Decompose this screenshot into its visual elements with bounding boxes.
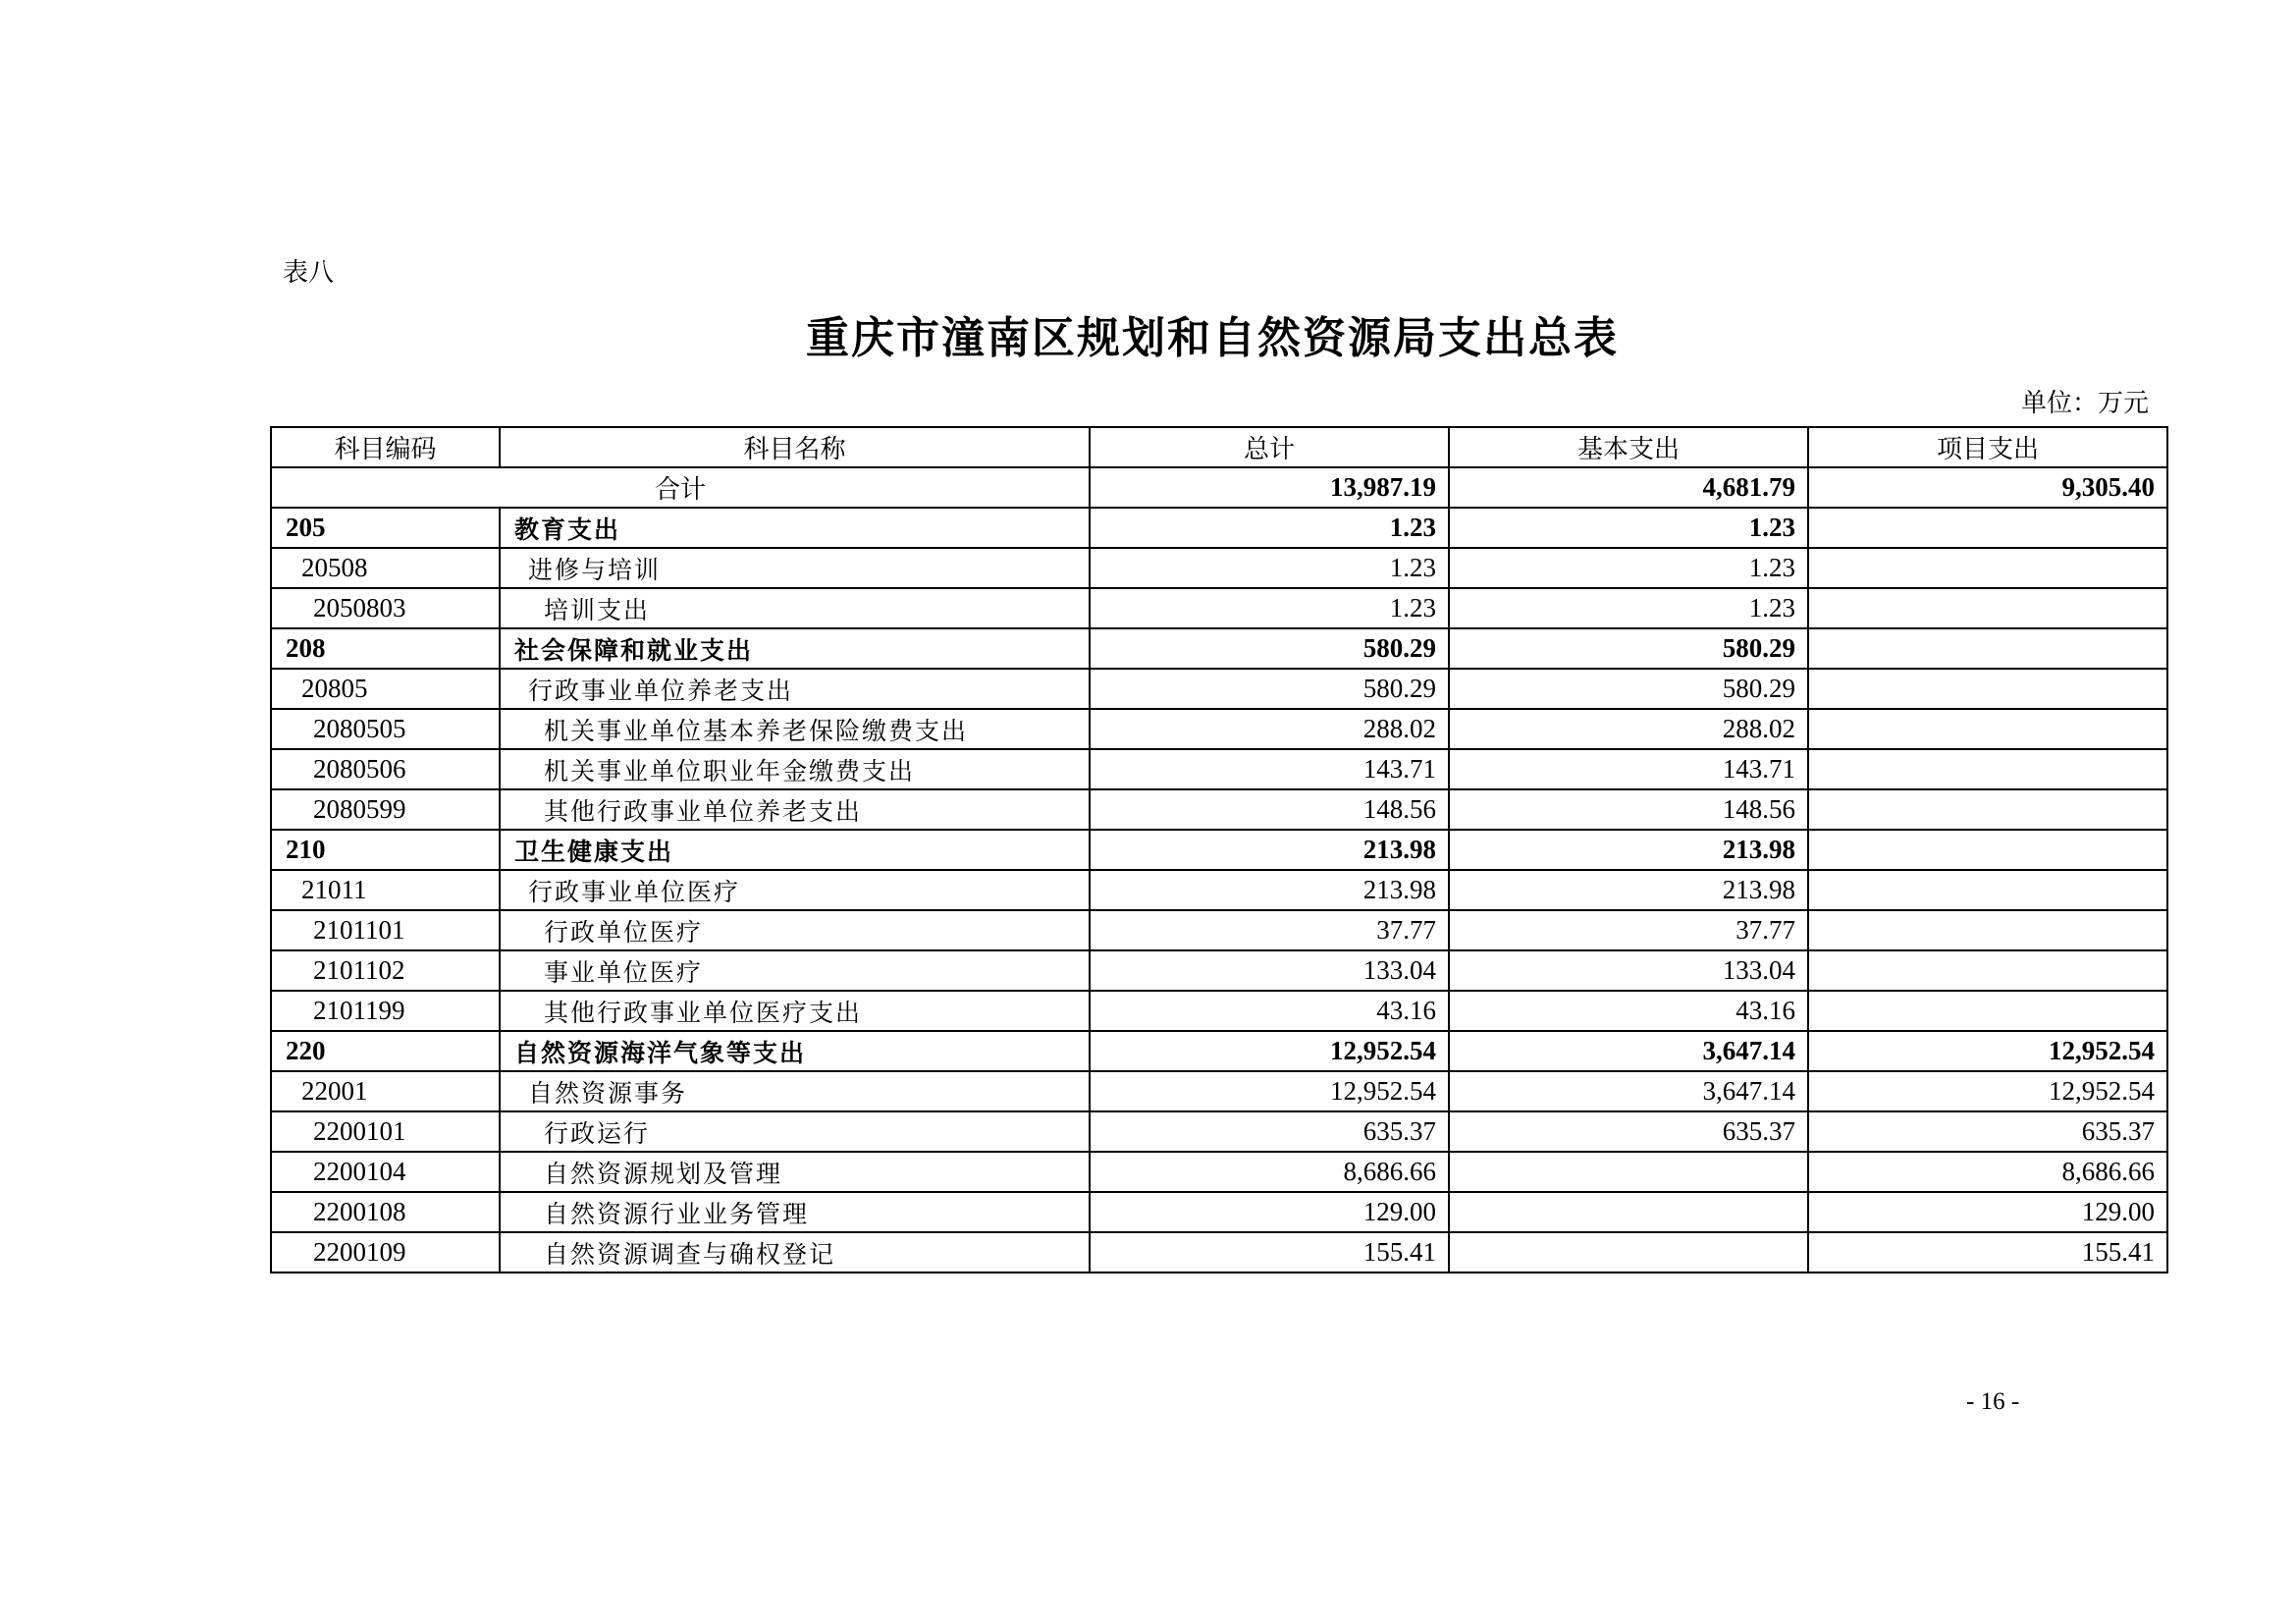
row-code: 20805: [271, 669, 500, 709]
table-row: [271, 1232, 2167, 1272]
row-project: 635.37: [1808, 1111, 2167, 1152]
row-project: 155.41: [1808, 1232, 2167, 1272]
row-code: 2050803: [271, 588, 500, 628]
row-basic: 133.04: [1449, 950, 1808, 991]
header-row: [271, 427, 2167, 467]
row-project: [1808, 749, 2167, 789]
row-project: [1808, 789, 2167, 830]
row-code: 205: [271, 508, 500, 548]
table-row: [271, 1192, 2167, 1232]
header-code: 科目编码: [271, 427, 500, 467]
row-code: 2101199: [271, 991, 500, 1031]
row-name: 行政单位医疗: [500, 910, 1090, 950]
row-project: [1808, 709, 2167, 749]
row-project: [1808, 628, 2167, 669]
row-project: 12,952.54: [1808, 1071, 2167, 1111]
table-row: [271, 1071, 2167, 1111]
row-total: 580.29: [1090, 669, 1449, 709]
row-total: 12,952.54: [1090, 1031, 1449, 1071]
row-total: 1.23: [1090, 588, 1449, 628]
row-basic: [1449, 1192, 1808, 1232]
row-total: 148.56: [1090, 789, 1449, 830]
table-row: [271, 1152, 2167, 1192]
row-project: [1808, 548, 2167, 588]
total-project: 9,305.40: [1808, 467, 2167, 508]
row-name: 其他行政事业单位养老支出: [500, 789, 1090, 830]
row-code: 20508: [271, 548, 500, 588]
total-sum: 13,987.19: [1090, 467, 1449, 508]
row-basic: 1.23: [1449, 508, 1808, 548]
row-name: 教育支出: [500, 508, 1090, 548]
row-basic: 37.77: [1449, 910, 1808, 950]
row-name: 社会保障和就业支出: [500, 628, 1090, 669]
row-code: 2200108: [271, 1192, 500, 1232]
row-name: 自然资源规划及管理: [500, 1152, 1090, 1192]
row-name: 培训支出: [500, 588, 1090, 628]
row-basic: 580.29: [1449, 669, 1808, 709]
table-row: [271, 588, 2167, 628]
row-project: [1808, 910, 2167, 950]
unit-label: 单位：万元: [2020, 389, 2149, 418]
row-code: 210: [271, 830, 500, 870]
row-code: 2080505: [271, 709, 500, 749]
row-total: 213.98: [1090, 830, 1449, 870]
row-total: 133.04: [1090, 950, 1449, 991]
row-basic: 213.98: [1449, 870, 1808, 910]
row-code: 208: [271, 628, 500, 669]
row-name: 机关事业单位职业年金缴费支出: [500, 749, 1090, 789]
row-basic: [1449, 1232, 1808, 1272]
row-total: 1.23: [1090, 548, 1449, 588]
row-basic: [1449, 1152, 1808, 1192]
row-name: 行政运行: [500, 1111, 1090, 1152]
table-label: 表八: [283, 258, 335, 288]
row-code: 2101102: [271, 950, 500, 991]
row-code: 2080506: [271, 749, 500, 789]
table-row: [271, 789, 2167, 830]
row-project: [1808, 830, 2167, 870]
row-basic: 1.23: [1449, 548, 1808, 588]
total-basic: 4,681.79: [1449, 467, 1808, 508]
row-code: 2200109: [271, 1232, 500, 1272]
header-basic: 基本支出: [1449, 427, 1808, 467]
table-row: [271, 749, 2167, 789]
row-basic: 148.56: [1449, 789, 1808, 830]
row-basic: 3,647.14: [1449, 1031, 1808, 1071]
table-row: [271, 628, 2167, 669]
row-code: 2080599: [271, 789, 500, 830]
row-total: 143.71: [1090, 749, 1449, 789]
table-row: [271, 709, 2167, 749]
table-row: [271, 830, 2167, 870]
row-total: 1.23: [1090, 508, 1449, 548]
table-row: [271, 508, 2167, 548]
row-name: 卫生健康支出: [500, 830, 1090, 870]
row-total: 155.41: [1090, 1232, 1449, 1272]
table-row: [271, 910, 2167, 950]
row-total: 129.00: [1090, 1192, 1449, 1232]
expenditure-table: [270, 426, 2168, 1273]
row-basic: 288.02: [1449, 709, 1808, 749]
row-total: 12,952.54: [1090, 1071, 1449, 1111]
row-project: 8,686.66: [1808, 1152, 2167, 1192]
total-label: 合计: [271, 467, 1090, 508]
row-total: 288.02: [1090, 709, 1449, 749]
table-row: [271, 669, 2167, 709]
row-code: 220: [271, 1031, 500, 1071]
row-code: 2101101: [271, 910, 500, 950]
row-project: [1808, 950, 2167, 991]
row-project: 12,952.54: [1808, 1031, 2167, 1071]
row-project: 129.00: [1808, 1192, 2167, 1232]
row-basic: 143.71: [1449, 749, 1808, 789]
row-total: 213.98: [1090, 870, 1449, 910]
row-basic: 213.98: [1449, 830, 1808, 870]
table-row: [271, 1031, 2167, 1071]
row-code: 22001: [271, 1071, 500, 1111]
row-name: 事业单位医疗: [500, 950, 1090, 991]
row-basic: 1.23: [1449, 588, 1808, 628]
row-project: [1808, 508, 2167, 548]
row-code: 2200104: [271, 1152, 500, 1192]
row-name: 行政事业单位医疗: [500, 870, 1090, 910]
header-project: 项目支出: [1808, 427, 2167, 467]
row-basic: 635.37: [1449, 1111, 1808, 1152]
total-row: [271, 467, 2167, 508]
row-name: 自然资源调查与确权登记: [500, 1232, 1090, 1272]
row-name: 自然资源行业业务管理: [500, 1192, 1090, 1232]
header-total: 总计: [1090, 427, 1449, 467]
header-name: 科目名称: [500, 427, 1090, 467]
row-total: 43.16: [1090, 991, 1449, 1031]
row-project: [1808, 588, 2167, 628]
row-basic: 580.29: [1449, 628, 1808, 669]
row-name: 自然资源海洋气象等支出: [500, 1031, 1090, 1071]
row-basic: 43.16: [1449, 991, 1808, 1031]
row-name: 进修与培训: [500, 548, 1090, 588]
table-row: [271, 870, 2167, 910]
row-name: 行政事业单位养老支出: [500, 669, 1090, 709]
row-name: 自然资源事务: [500, 1071, 1090, 1111]
row-code: 21011: [271, 870, 500, 910]
table-row: [271, 548, 2167, 588]
row-name: 机关事业单位基本养老保险缴费支出: [500, 709, 1090, 749]
row-total: 8,686.66: [1090, 1152, 1449, 1192]
row-project: [1808, 870, 2167, 910]
table-row: [271, 991, 2167, 1031]
row-total: 37.77: [1090, 910, 1449, 950]
row-project: [1808, 991, 2167, 1031]
row-basic: 3,647.14: [1449, 1071, 1808, 1111]
row-name: 其他行政事业单位医疗支出: [500, 991, 1090, 1031]
row-code: 2200101: [271, 1111, 500, 1152]
row-project: [1808, 669, 2167, 709]
table-row: [271, 1111, 2167, 1152]
page-number: - 16 -: [1966, 1388, 2020, 1415]
row-total: 580.29: [1090, 628, 1449, 669]
table-row: [271, 950, 2167, 991]
page-title: 重庆市潼南区规划和自然资源局支出总表: [806, 313, 1619, 363]
row-total: 635.37: [1090, 1111, 1449, 1152]
